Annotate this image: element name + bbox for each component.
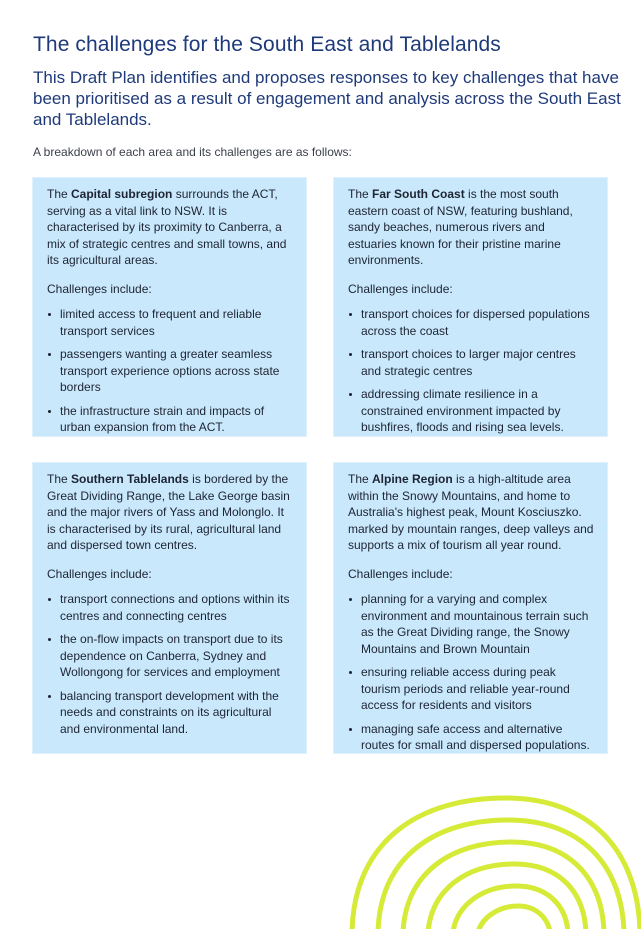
- far-south-coast-card: [334, 178, 607, 436]
- challenges-heading: Challenges include:: [47, 566, 152, 581]
- list-item: transport choices for dispersed populations across the coast: [348, 306, 595, 339]
- region-name: Far South Coast: [372, 187, 465, 201]
- intro-text: is the most south eastern coast of NSW, featuring bushland, sandy beaches, numerous rivers and estuaries known for their pristine marine environments.: [348, 187, 573, 267]
- list-item: transport connections and options within its centres and connecting centres: [47, 591, 294, 624]
- challenges-heading: Challenges include:: [348, 566, 453, 581]
- list-item: planning for a varying and complex environment and mountainous terrain such as the Great Dividing range, the Snowy Mountains and Brown Mountain: [348, 591, 595, 657]
- intro-text: The: [348, 187, 373, 201]
- arch-line: [478, 906, 550, 929]
- challenges-heading: Challenges include:: [47, 281, 152, 296]
- challenges-list: [47, 306, 294, 436]
- alpine-region-card: [334, 463, 607, 753]
- list-item: balancing transport development with the needs and constraints on its agricultural and environmental land.: [47, 688, 294, 738]
- intro-text: surrounds the ACT, serving as a vital link to NSW. It is characterised by its proximity to Canberra, a mix of strategic centres and small towns, and its agricultural areas.: [47, 187, 287, 267]
- list-item: addressing climate resilience in a constrained environment impacted by bushfires, floods and rising sea levels.: [348, 386, 595, 436]
- list-item: the on-flow impacts on transport due to its dependence on Canberra, Sydney and Wollongong for services and employment: [47, 631, 294, 681]
- southern-tablelands-card: [33, 463, 306, 753]
- intro-text: is a high-altitude area within the Snowy Mountains, and home to Australia's highest peak, Mount Kosciuszko. marked by mountain ranges, deep valleys and supports a mix of tourism all year round.: [348, 472, 594, 552]
- intro-text: The: [348, 472, 373, 486]
- list-item: the infrastructure strain and impacts of urban expansion from the ACT.: [47, 403, 294, 436]
- list-item: passengers wanting a greater seamless transport experience options across state borders: [47, 346, 294, 396]
- list-item: ensuring reliable access during peak tourism periods and reliable year-round access for residents and visitors: [348, 664, 595, 714]
- decorative-arches: [340, 780, 641, 929]
- breakdown-text: A breakdown of each area and its challenges are as follows:: [33, 145, 352, 159]
- region-name: Capital subregion: [71, 187, 173, 201]
- list-item: transport choices to larger major centres and strategic centres: [348, 346, 595, 379]
- page-subtitle: This Draft Plan identifies and proposes responses to key challenges that have been prioritised as a result of engagement and analysis across the South East and Tablelands.: [33, 68, 621, 129]
- intro-text: The: [47, 187, 72, 201]
- region-name: Alpine Region: [372, 472, 453, 486]
- challenges-heading: Challenges include:: [348, 281, 453, 296]
- page-title: The challenges for the South East and Tablelands: [33, 33, 501, 56]
- card-intro: [348, 471, 595, 554]
- intro-text: is bordered by the Great Dividing Range, the Lake George basin and the major rivers of Yass and Molonglo. It is characterised by its rural, agricultural land and dispersed town centres.: [47, 472, 290, 552]
- capital-subregion-card: [33, 178, 306, 436]
- intro-text: The: [47, 472, 72, 486]
- arch-line: [428, 864, 586, 929]
- challenges-list: [348, 591, 595, 754]
- card-intro: [47, 471, 294, 554]
- challenges-list: [47, 591, 294, 737]
- list-item: managing safe access and alternative routes for small and dispersed populations.: [348, 721, 595, 754]
- card-intro: [47, 186, 294, 269]
- challenges-list: [348, 306, 595, 436]
- region-name: Southern Tablelands: [71, 472, 189, 486]
- card-intro: [348, 186, 595, 269]
- list-item: limited access to frequent and reliable transport services: [47, 306, 294, 339]
